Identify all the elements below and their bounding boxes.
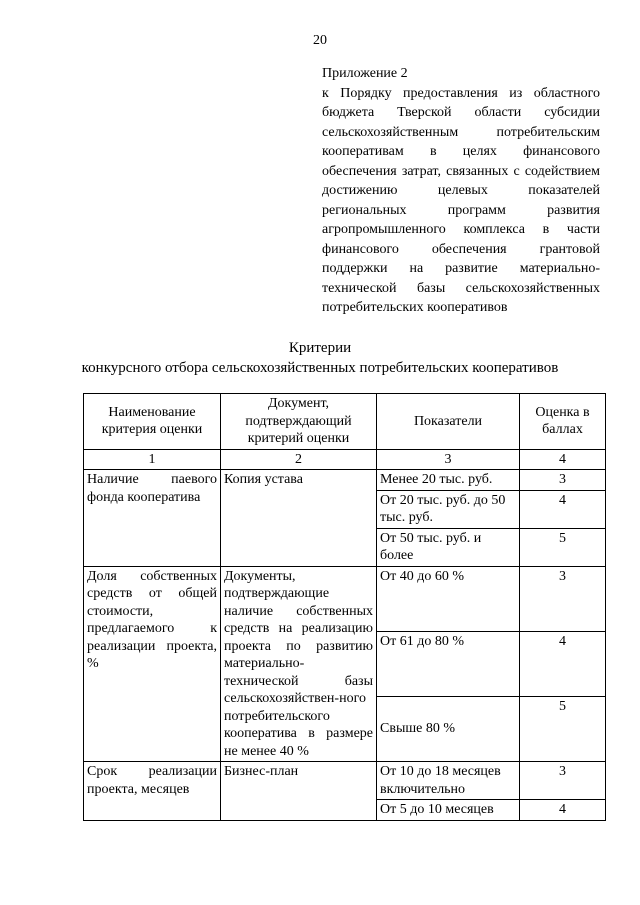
document-cell: Копия устава [221,470,377,567]
indicator-cell: От 50 тыс. руб. и более [377,528,520,566]
header-document: Документ, подтверждающий критерий оценки [221,394,377,450]
column-number: 4 [520,449,606,470]
title-line-2: конкурсного отбора сельскохозяйственных потребительских кооперативов [81,360,559,376]
header-criterion: Наименование критерия оценки [84,394,221,450]
indicator-cell: От 61 до 80 % [377,631,520,696]
criterion-cell: Наличие паевого фонда кооператива [84,470,221,567]
header-score: Оценка в баллах [520,394,606,450]
appendix-text: к Порядку предоставления из областного бюджета Тверской области субсидии сельскохозяйственным потребительским кооперативам в целях финансового обеспечения затрат, связанных с содействием достижению целевых показателей региональных программ развития агропромышленного комплекса в части финансового обеспечения грантовой поддержки на развитие материально-технической базы сельскохозяйственных потребительских кооперативов [322,85,600,315]
score-cell: 3 [520,566,606,631]
score-cell: 4 [520,800,606,821]
indicator-cell: От 10 до 18 месяцев включительно [377,762,520,800]
appendix-heading: Приложение 2 [322,66,408,81]
column-number-row [84,449,606,470]
score-cell: 4 [520,490,606,528]
criteria-table [83,393,606,821]
indicator-cell: От 5 до 10 месяцев [377,800,520,821]
indicator-cell: От 40 до 60 % [377,566,520,631]
score-cell: 3 [520,762,606,800]
column-number: 2 [221,449,377,470]
criterion-cell: Срок реализации проекта, месяцев [84,762,221,821]
score-cell: 5 [520,528,606,566]
column-number: 3 [377,449,520,470]
page-number: 20 [313,33,327,48]
table-row [84,762,606,800]
score-cell: 5 [520,696,606,761]
appendix-block [322,64,600,318]
title-line-1: Критерии [288,340,352,356]
indicator-cell: Менее 20 тыс. руб. [377,470,520,491]
criterion-cell: Доля собственных средств от общей стоимости, предлагаемого к реализации проекта, % [84,566,221,762]
table-row [84,566,606,631]
score-cell: 3 [520,470,606,491]
document-cell: Бизнес-план [221,762,377,821]
indicator-cell: От 20 тыс. руб. до 50 тыс. руб. [377,490,520,528]
document-cell: Документы, подтверждающие наличие собственных средств на реализацию проекта по развитию материально-технической базы сельскохозяйствен-ного потребительского кооператива в размере не менее 40 % [221,566,377,762]
header-indicators: Показатели [377,394,520,450]
score-cell: 4 [520,631,606,696]
indicator-cell: Свыше 80 % [377,696,520,761]
table-row [84,470,606,491]
column-number: 1 [84,449,221,470]
table-header-row [84,394,606,450]
document-title [0,338,640,378]
